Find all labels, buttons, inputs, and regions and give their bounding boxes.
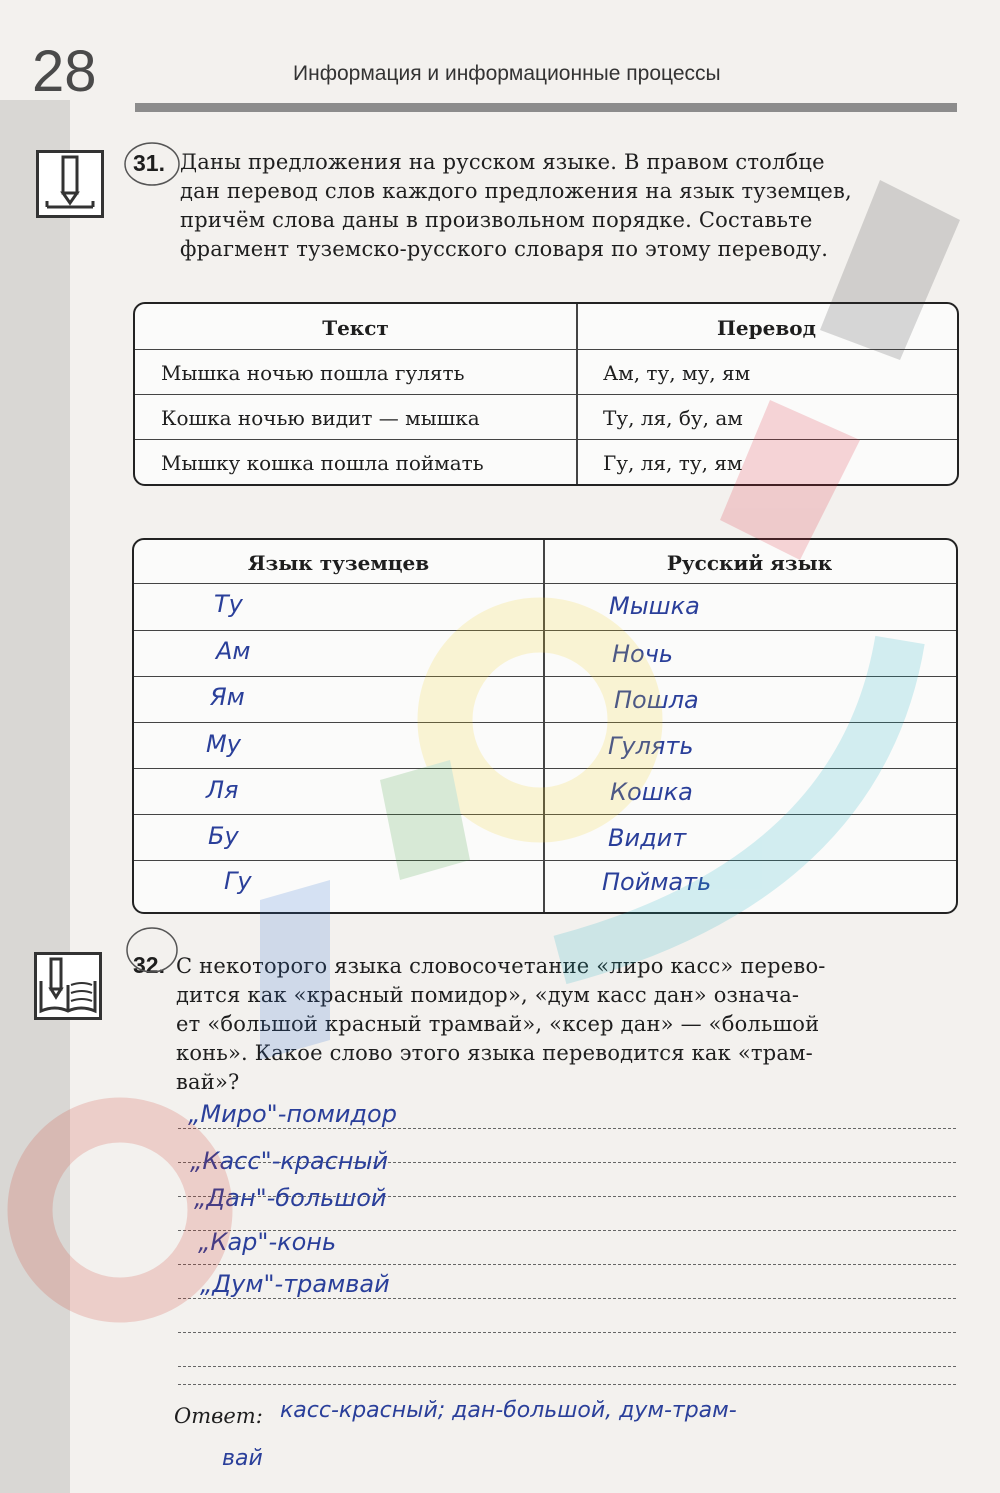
book-task-icon	[34, 952, 102, 1020]
header-rule	[135, 103, 957, 112]
dict-russian-3: Пошла	[614, 686, 699, 714]
table1-row3-translation: Гу, ля, ту, ям	[603, 451, 743, 475]
handwritten-line-4: „Кар"-конь	[198, 1228, 337, 1256]
answer-line	[178, 1384, 956, 1385]
dict-native-7: Гу	[224, 867, 252, 895]
table1-header-text: Текст	[322, 316, 389, 340]
dict-russian-2: Ночь	[612, 640, 674, 668]
page-number: 28	[32, 39, 97, 104]
task-32-line-3: ет «большой красный трамвай», «ксер дан» — «большой	[176, 1012, 820, 1036]
task-32-circle-mark	[124, 924, 180, 976]
task-32-line-1: С некоторого языка словосочетание «лиро касс» перево-	[176, 954, 826, 978]
task-32-line-4: конь». Какое слово этого языка переводится как «трам-	[176, 1041, 813, 1065]
dictionary-table	[132, 538, 958, 914]
table1-row2-text: Кошка ночью видит — мышка	[161, 406, 480, 430]
side-band	[0, 100, 70, 1493]
dict-native-1: Ту	[214, 590, 243, 618]
table2-header-russian: Русский язык	[666, 551, 833, 575]
dict-native-2: Ам	[216, 637, 251, 665]
answer-label: Ответ:	[174, 1404, 263, 1428]
answer-line	[178, 1128, 956, 1129]
table1-row2-translation: Ту, ля, бу, ам	[603, 406, 743, 430]
table1-row1-text: Мышка ночью пошла гулять	[161, 361, 465, 385]
handwritten-line-2: „Касс"-красный	[190, 1147, 389, 1175]
dict-russian-1: Мышка	[609, 592, 700, 620]
dict-russian-5: Кошка	[610, 778, 693, 806]
handwritten-line-1: „Миро"-помидор	[188, 1100, 397, 1128]
task-32-line-5: вай»?	[176, 1070, 240, 1094]
dict-russian-6: Видит	[608, 824, 687, 852]
translation-table	[133, 302, 959, 486]
dict-native-5: Ля	[206, 776, 239, 804]
handwritten-line-3: „Дан"-большой	[194, 1184, 387, 1212]
running-head: Информация и информационные процессы	[293, 62, 721, 85]
dict-native-6: Бу	[208, 822, 239, 850]
answer-handwritten-line-2: вай	[222, 1446, 263, 1471]
dict-native-3: Ям	[210, 683, 245, 711]
task-31-line-2: дан перевод слов каждого предложения на язык туземцев,	[180, 179, 852, 203]
task-31-circle-mark	[122, 140, 182, 188]
answer-line	[178, 1366, 956, 1367]
answer-line	[178, 1332, 956, 1333]
dict-native-4: Му	[206, 730, 241, 758]
table1-row3-text: Мышку кошка пошла поймать	[161, 451, 484, 475]
answer-handwritten-line-1: касс-красный; дан-большой, дум-трам-	[280, 1398, 737, 1423]
handwritten-line-5: „Дум"-трамвай	[200, 1270, 390, 1298]
table2-header-native: Язык туземцев	[247, 551, 430, 575]
task-32-line-2: дится как «красный помидор», «дум касс дан» означа-	[176, 983, 800, 1007]
task-32-number: 32.	[133, 952, 165, 978]
table1-row1-translation: Ам, ту, му, ям	[603, 361, 751, 385]
task-31-number: 31.	[133, 150, 165, 176]
table1-header-translation: Перевод	[717, 316, 816, 340]
answer-line	[178, 1264, 956, 1265]
answer-line	[178, 1298, 956, 1299]
dict-russian-4: Гулять	[608, 732, 694, 760]
dict-russian-7: Поймать	[602, 868, 712, 896]
task-31-line-3: причём слова даны в произвольном порядке. Составьте	[180, 208, 813, 232]
task-31-line-1: Даны предложения на русском языке. В правом столбце	[180, 150, 825, 174]
pencil-task-icon	[36, 150, 104, 218]
task-31-line-4: фрагмент туземско-русского словаря по этому переводу.	[180, 237, 829, 261]
